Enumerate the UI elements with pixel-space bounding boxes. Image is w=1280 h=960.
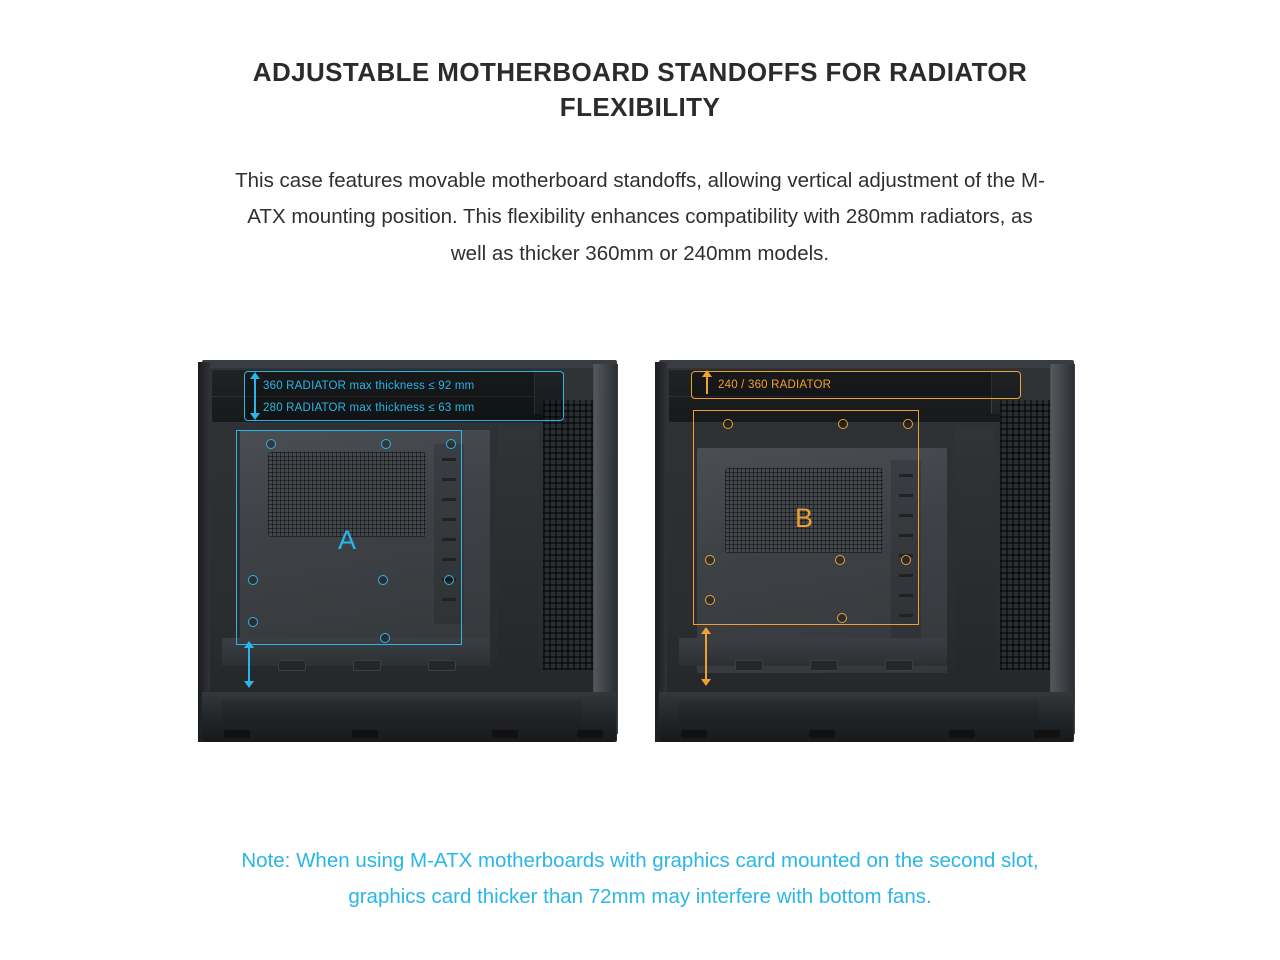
rear-fan-mesh xyxy=(1000,400,1050,670)
chassis-base xyxy=(202,692,616,742)
bottom-mount-slots xyxy=(725,660,935,674)
figures-container xyxy=(0,355,1280,755)
figure-b xyxy=(655,355,1075,745)
tray-mesh-panel xyxy=(268,452,426,537)
front-frame xyxy=(198,362,210,742)
figure-letter-b: B xyxy=(795,503,814,533)
top-radiator-area xyxy=(212,370,560,422)
rear-fan-mesh xyxy=(543,400,593,670)
io-slot-column xyxy=(891,460,921,640)
glass-panel-edge xyxy=(593,364,618,734)
chassis-base xyxy=(659,692,1073,742)
bottom-mount-slots xyxy=(268,660,478,674)
rear-column xyxy=(498,426,538,676)
chassis-illustration-b xyxy=(655,360,1075,742)
radiator-label-360: 360 RADIATOR max thickness ≤ 92 mm xyxy=(263,380,475,392)
tray-mesh-panel xyxy=(725,468,883,553)
figure-letter-a: A xyxy=(338,525,357,555)
radiator-label-240-360: 240 / 360 RADIATOR xyxy=(718,379,832,391)
top-radiator-area xyxy=(669,370,1017,422)
note-text: Note: When using M-ATX motherboards with graphics card mounted on the second slot, graphics card thicker than 72mm may interfere with bottom fans. xyxy=(241,848,1039,909)
glass-panel-edge xyxy=(1050,364,1075,734)
figure-a xyxy=(198,355,618,745)
rear-column xyxy=(955,426,995,676)
chassis-illustration-a xyxy=(198,360,618,742)
intro-paragraph: This case features movable motherboard standoffs, allowing vertical adjustment of the M-ATX mounting position. This flexibility enhances compatibility with 280mm radiators, as well as thicker 360mm or 240mm models. xyxy=(235,168,1045,266)
io-slot-column xyxy=(434,444,464,624)
front-frame xyxy=(655,362,667,742)
page-title: ADJUSTABLE MOTHERBOARD STANDOFFS FOR RADIATOR FLEXIBILITY xyxy=(252,57,1028,122)
radiator-label-280: 280 RADIATOR max thickness ≤ 63 mm xyxy=(263,402,475,414)
